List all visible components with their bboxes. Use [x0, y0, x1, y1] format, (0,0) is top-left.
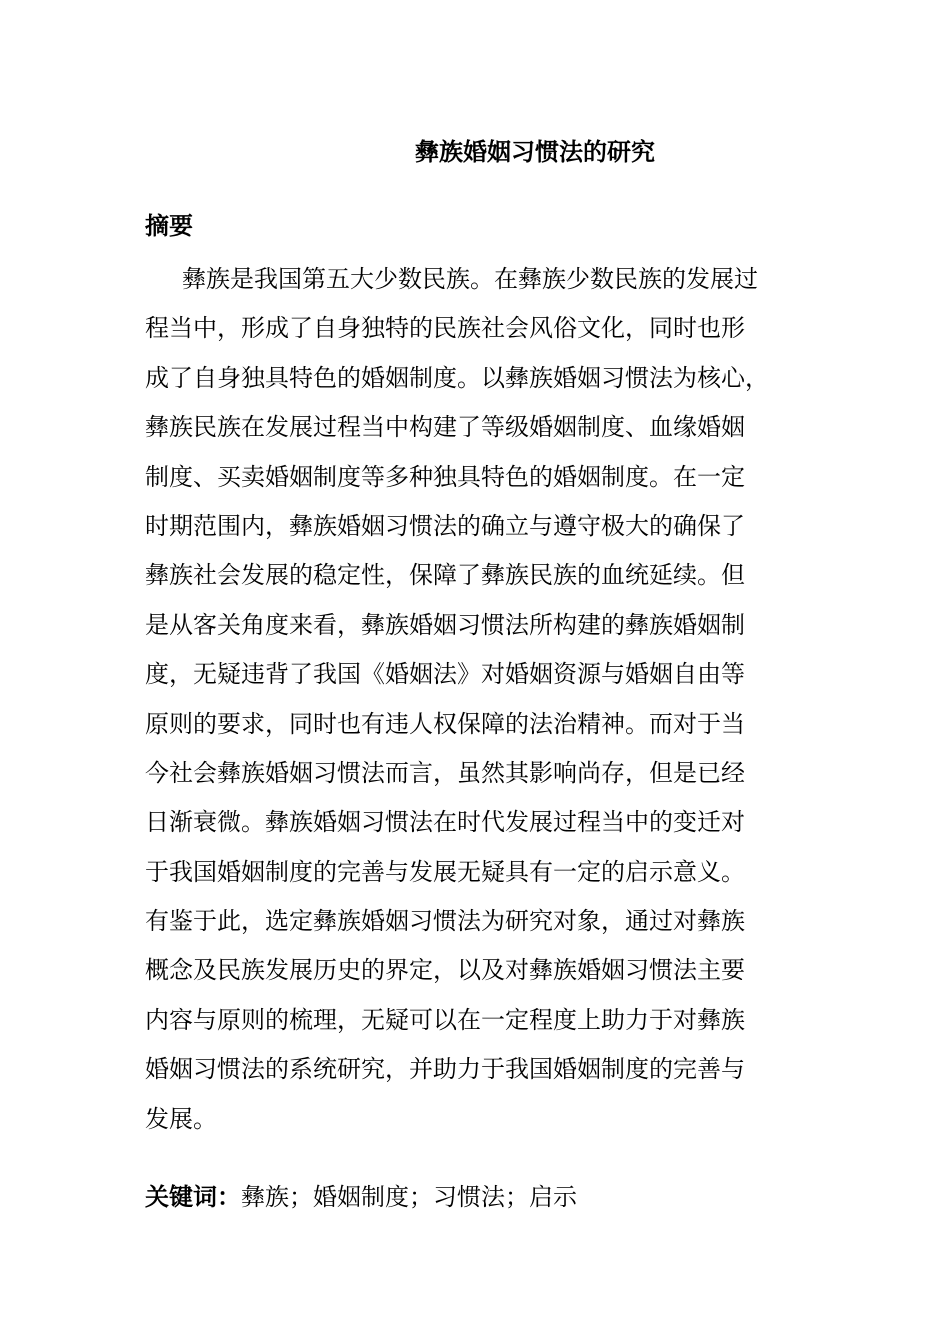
abstract-line: 原则的要求，同时也有违人权保障的法治精神。而对于当 — [145, 709, 745, 738]
keywords-value: 彝族；婚姻制度；习惯法；启示 — [241, 1183, 577, 1211]
abstract-line: 内容与原则的梳理，无疑可以在一定程度上助力于对彝族 — [145, 1005, 745, 1034]
abstract-line: 于我国婚姻制度的完善与发展无疑具有一定的启示意义。 — [145, 857, 745, 886]
abstract-line: 发展。 — [145, 1104, 217, 1133]
abstract-line: 彝族民族在发展过程当中构建了等级婚姻制度、血缘婚姻 — [145, 413, 745, 442]
abstract-line: 度，无疑违背了我国《婚姻法》对婚姻资源与婚姻自由等 — [145, 660, 745, 689]
keywords-label: 关键词： — [145, 1182, 241, 1211]
abstract-line: 成了自身独具特色的婚姻制度。以彝族婚姻习惯法为核心， — [145, 363, 769, 392]
abstract-line: 是从客关角度来看，彝族婚姻习惯法所构建的彝族婚姻制 — [145, 610, 745, 639]
abstract-line: 彝族社会发展的稳定性，保障了彝族民族的血统延续。但 — [145, 561, 745, 590]
abstract-line: 程当中，形成了自身独特的民族社会风俗文化，同时也形 — [145, 314, 745, 343]
abstract-line: 婚姻习惯法的系统研究，并助力于我国婚姻制度的完善与 — [145, 1055, 745, 1084]
abstract-line: 今社会彝族婚姻习惯法而言，虽然其影响尚存，但是已经 — [145, 758, 745, 787]
abstract-line: 概念及民族发展历史的界定，以及对彝族婚姻习惯法主要 — [145, 956, 745, 985]
abstract-body — [145, 255, 805, 1144]
abstract-line: 有鉴于此，选定彝族婚姻习惯法为研究对象，通过对彝族 — [145, 907, 745, 936]
document-title: 彝族婚姻习惯法的研究 — [415, 137, 655, 166]
abstract-line: 彝族是我国第五大少数民族。在彝族少数民族的发展过 — [182, 265, 758, 293]
abstract-line: 日渐衰微。彝族婚姻习惯法在时代发展过程当中的变迁对 — [145, 808, 745, 837]
keywords — [145, 1177, 577, 1217]
abstract-line: 制度、买卖婚姻制度等多种独具特色的婚姻制度。在一定 — [145, 462, 745, 491]
abstract-heading: 摘要 — [145, 211, 193, 240]
abstract-line: 时期范围内，彝族婚姻习惯法的确立与遵守极大的确保了 — [145, 511, 745, 540]
